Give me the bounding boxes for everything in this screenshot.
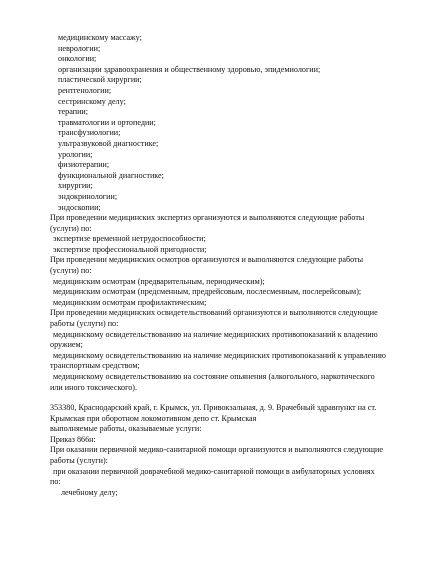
text-line: сестринскому делу; xyxy=(58,96,126,106)
text-line: физиотерапии; xyxy=(58,160,110,170)
text-line: медицинским осмотрам (предсменным, предрейсовым, послесменным, послерейсовым); xyxy=(53,287,362,297)
text-line: транспортным средством; xyxy=(50,361,140,371)
text-line: онкологии; xyxy=(58,54,97,64)
text-line: при оказании первичной доврачебной медико-санитарной помощи в амбулаторных условиях xyxy=(53,466,375,476)
text-line: выполняемые работы, оказываемые услуги: xyxy=(50,424,202,434)
text-line: медицинскому освидетельствованию на наличие медицинских противопоказаний к владению xyxy=(53,329,378,339)
text-line: экспертизе профессиональной пригодности; xyxy=(53,244,207,254)
text-line: медицинскому освидетельствованию на наличие медицинских противопоказаний к управлению xyxy=(53,350,387,360)
text-line: Крымская при оборотном локомотивном депо ст. Крымская xyxy=(50,413,257,423)
text-line: неврологии; xyxy=(58,43,101,53)
text-line: медицинским осмотрам (предварительным, периодическим); xyxy=(53,276,265,286)
services-list-block xyxy=(50,33,400,393)
text-line: При проведении медицинских освидетельствований организуются и выполняются следующие xyxy=(50,308,378,318)
text-line: эндоскопии; xyxy=(58,202,101,212)
address-block xyxy=(50,403,400,498)
text-line: рентгенологии; xyxy=(58,85,112,95)
text-line: медицинскому массажу; xyxy=(58,33,142,42)
text-line: оружием; xyxy=(50,340,83,350)
text-line: При проведении медицинских экспертиз организуются и выполняются следующие работы xyxy=(50,213,365,223)
text-line: терапии; xyxy=(58,107,89,117)
text-line: организации здравоохранения и общественному здоровью, эпидемиологии; xyxy=(58,64,321,74)
text-line: 353380, Краснодарский край, г. Крымск, ул. Привокзальная, д. 9. Врачебный здравпункт на ст. xyxy=(50,403,377,412)
text-line: Приказ 866н: xyxy=(50,434,96,444)
text-line: медицинским осмотрам профилактическим; xyxy=(53,297,207,307)
text-line: трансфузиологии; xyxy=(58,128,121,138)
text-line: урологии; xyxy=(58,149,93,159)
text-line: функциональной диагностике; xyxy=(58,170,164,180)
text-line: эндокринологии; xyxy=(58,191,118,201)
text-line: ультразвуковой диагностике; xyxy=(58,138,159,148)
text-line: травматологии и ортопедии; xyxy=(58,117,156,127)
text-line: работы (услуги) по: xyxy=(50,319,119,329)
text-line: При оказании первичной медико-санитарной помощи организуются и выполняются следующие xyxy=(50,445,384,455)
text-line: медицинскому освидетельствованию на состояние опьянения (алкогольного, наркотического xyxy=(53,372,375,381)
text-line: пластической хирургии; xyxy=(58,75,142,85)
text-line: лечебному делу; xyxy=(61,487,118,497)
text-line: или иного токсического). xyxy=(50,382,137,392)
text-line: (услуги) по: xyxy=(50,266,92,276)
text-line: работы (услуги): xyxy=(50,455,108,465)
text-line: экспертизе временной нетрудоспособности; xyxy=(53,234,206,244)
text-line: по: xyxy=(50,477,61,487)
text-line: (услуги) по: xyxy=(50,223,92,233)
text-line: хирургии; xyxy=(58,181,93,191)
text-line: При проведении медицинских осмотров организуются и выполняются следующие работы xyxy=(50,255,364,265)
